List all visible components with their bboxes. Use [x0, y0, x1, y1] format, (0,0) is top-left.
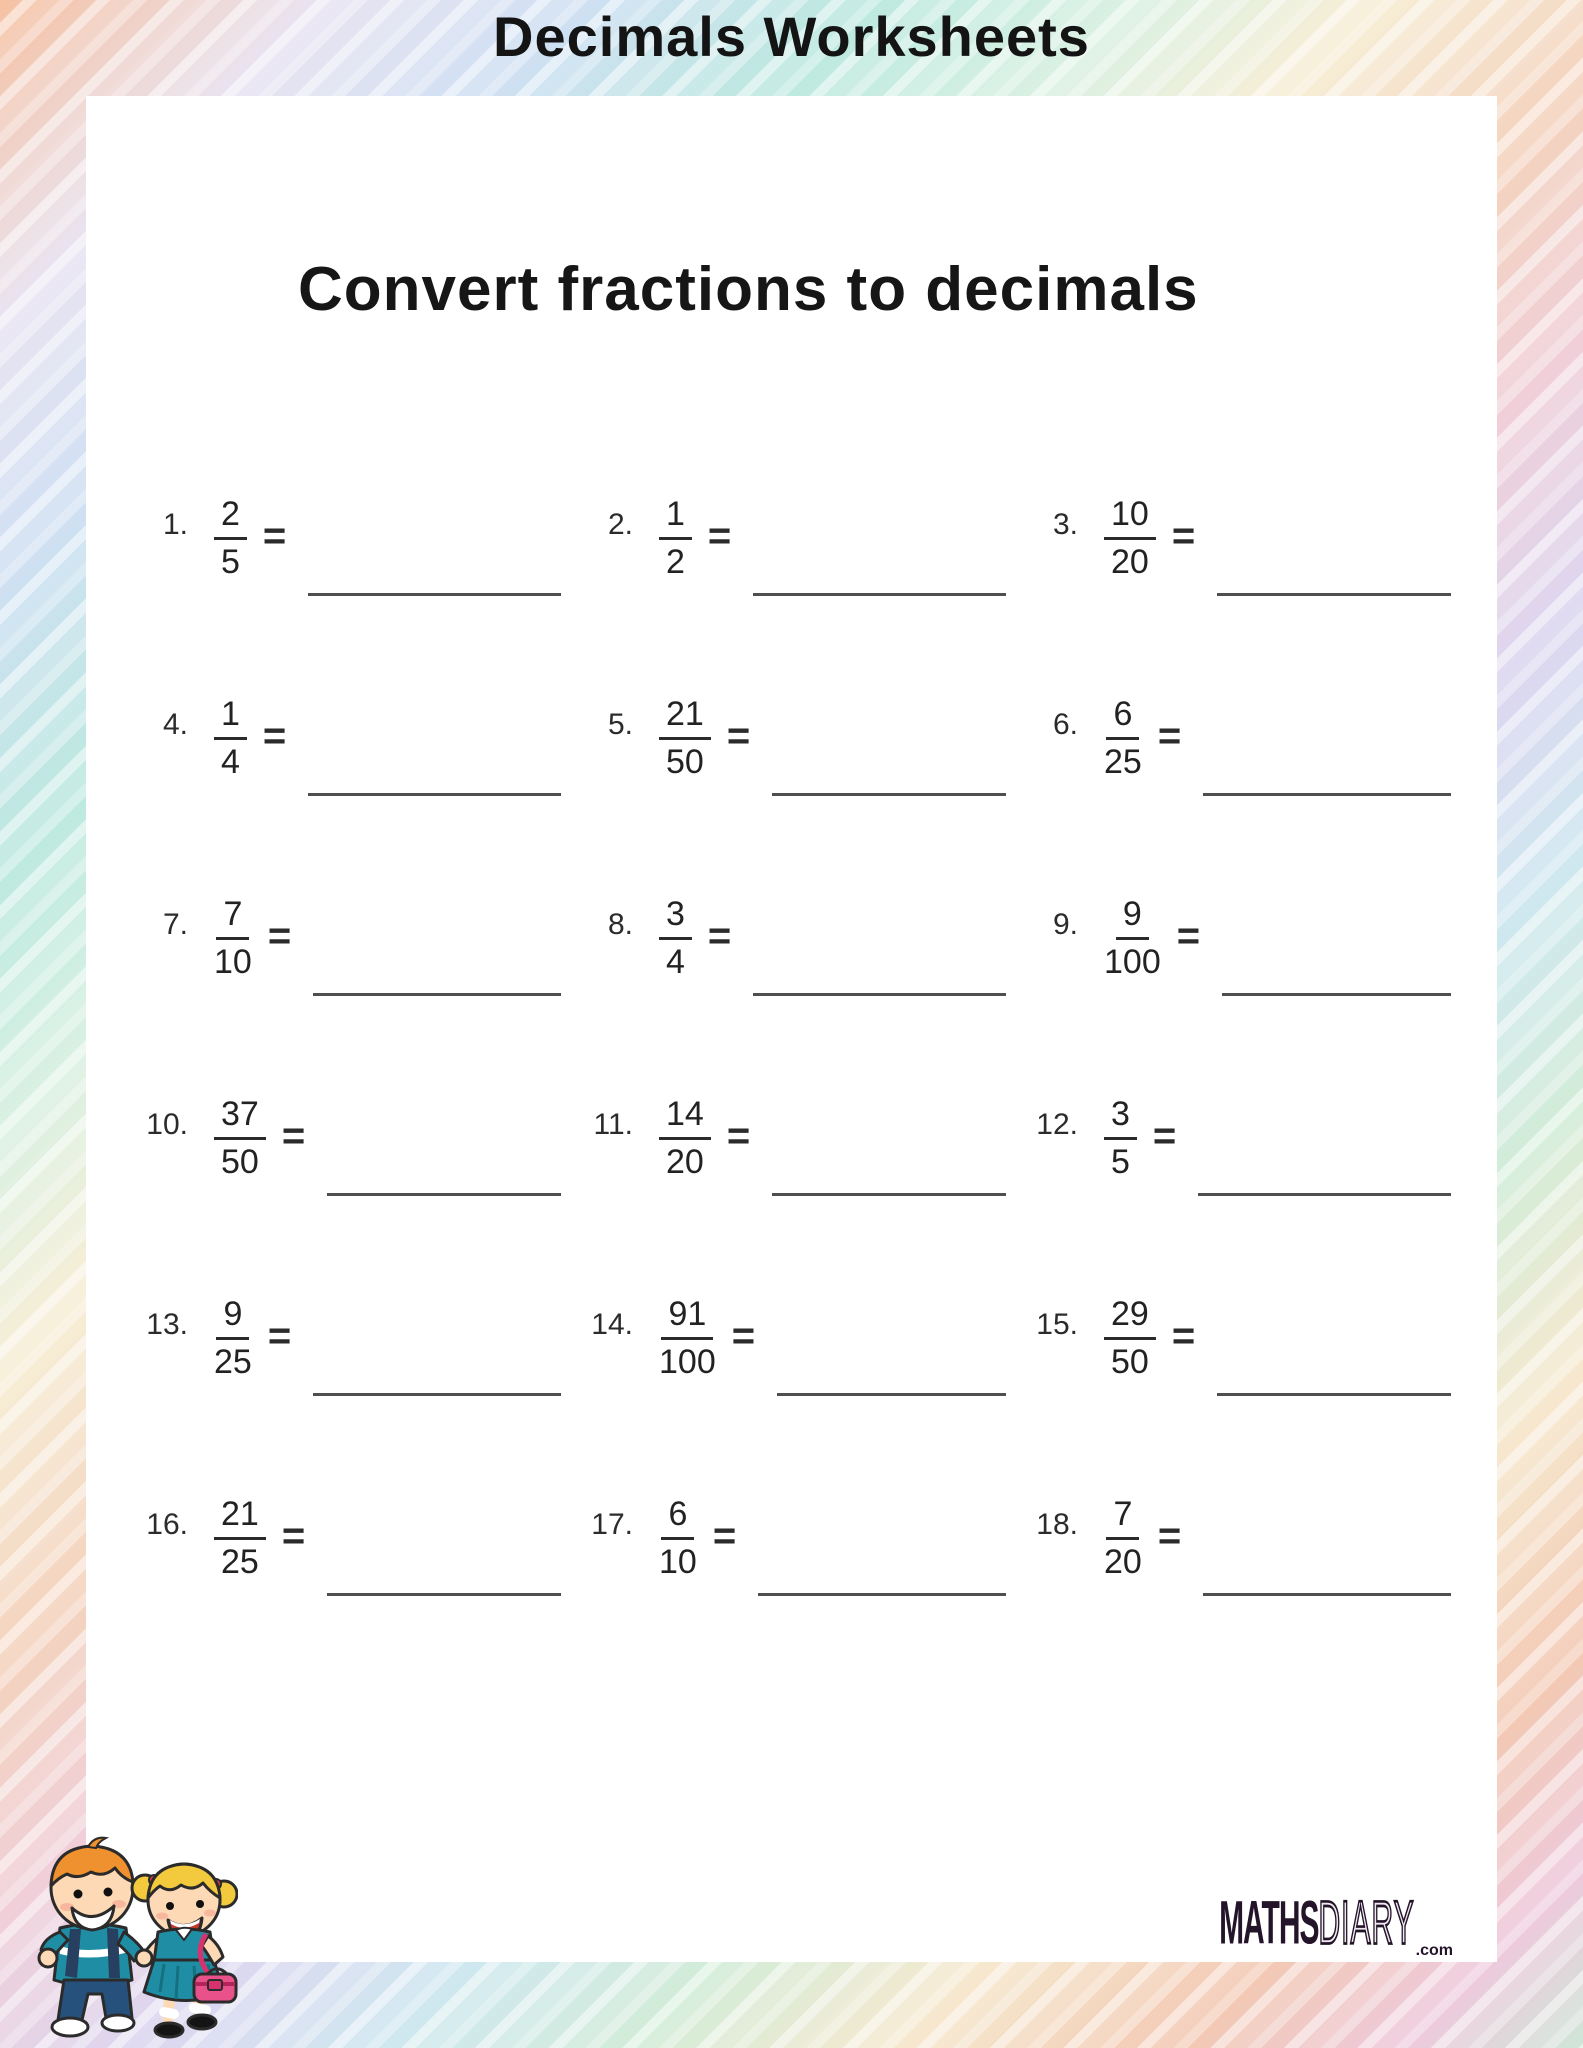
fraction-denominator: 20: [1111, 543, 1149, 582]
worksheet-page: [86, 96, 1497, 1962]
fraction: [659, 694, 711, 784]
fraction: [1104, 694, 1142, 784]
fraction-numerator: 9: [1116, 894, 1149, 940]
answer-blank: [1198, 1193, 1451, 1196]
problem-item: [575, 894, 1020, 1094]
fraction: [214, 1094, 266, 1184]
problem-item: [575, 694, 1020, 894]
problem-number: 16.: [146, 1508, 188, 1541]
answer-blank: [1217, 1393, 1451, 1396]
fraction: [1104, 1294, 1156, 1384]
fraction-denominator: 25: [221, 1543, 259, 1582]
fraction: [1104, 1094, 1137, 1184]
fraction-denominator: 50: [666, 743, 704, 782]
equals-sign: =: [707, 514, 732, 558]
fraction: [214, 894, 252, 984]
fraction-denominator: 100: [1104, 943, 1161, 982]
boy-figure: [39, 1838, 145, 2036]
fraction: [214, 694, 247, 784]
fraction-numerator: 29: [1104, 1294, 1156, 1340]
problem-item: [1020, 1494, 1465, 1694]
fraction: [659, 494, 692, 584]
answer-blank: [327, 1593, 561, 1596]
problem-number: 18.: [1036, 1508, 1078, 1541]
equals-sign: =: [262, 514, 287, 558]
problem-number: 9.: [1052, 908, 1078, 941]
problem-number: 10.: [146, 1108, 188, 1141]
fraction: [659, 894, 692, 984]
fraction-denominator: 100: [659, 1343, 716, 1382]
fraction-numerator: 37: [214, 1094, 266, 1140]
problem-item: [1020, 1094, 1465, 1294]
fraction-numerator: 9: [216, 1294, 249, 1340]
mathsdiary-logo: [1219, 1890, 1453, 1960]
problem-number: 6.: [1052, 708, 1078, 741]
fraction: [214, 1294, 252, 1384]
answer-blank: [1217, 593, 1451, 596]
fraction-denominator: 4: [221, 743, 240, 782]
equals-sign: =: [281, 1114, 306, 1158]
fraction-numerator: 3: [659, 894, 692, 940]
fraction-numerator: 21: [214, 1494, 266, 1540]
page-title: Decimals Worksheets: [493, 5, 1090, 68]
fraction: [659, 1094, 711, 1184]
problem-number: 1.: [162, 508, 188, 541]
fraction: [1104, 894, 1161, 984]
problem-item: [130, 694, 575, 894]
fraction-numerator: 91: [661, 1294, 713, 1340]
answer-blank: [772, 793, 1006, 796]
answer-blank: [308, 793, 561, 796]
answer-blank: [753, 593, 1006, 596]
fraction: [1104, 494, 1156, 584]
equals-sign: =: [1176, 914, 1201, 958]
answer-blank: [753, 993, 1006, 996]
answer-blank: [1203, 1593, 1451, 1596]
problem-item: [1020, 894, 1465, 1094]
answer-blank: [758, 1593, 1006, 1596]
problem-number: 15.: [1036, 1308, 1078, 1341]
problem-item: [130, 1494, 575, 1694]
problem-number: 5.: [607, 708, 633, 741]
fraction: [659, 1494, 697, 1584]
problem-number: 2.: [607, 508, 633, 541]
equals-sign: =: [267, 1314, 292, 1358]
problem-item: [1020, 494, 1465, 694]
fraction-numerator: 7: [1106, 1494, 1139, 1540]
fraction-numerator: 7: [216, 894, 249, 940]
problem-item: [130, 894, 575, 1094]
fraction: [659, 1294, 716, 1384]
problem-number: 12.: [1036, 1108, 1078, 1141]
logo-text: [1219, 1890, 1415, 1960]
equals-sign: =: [712, 1514, 737, 1558]
equals-sign: =: [1157, 714, 1182, 758]
fraction-numerator: 3: [1104, 1094, 1137, 1140]
fraction: [1104, 1494, 1142, 1584]
equals-sign: =: [731, 1314, 756, 1358]
problem-item: [130, 1294, 575, 1494]
equals-sign: =: [281, 1514, 306, 1558]
answer-blank: [772, 1193, 1006, 1196]
problem-number: 7.: [162, 908, 188, 941]
equals-sign: =: [726, 1114, 751, 1158]
equals-sign: =: [262, 714, 287, 758]
problems-grid: [130, 494, 1465, 1694]
fraction-denominator: 25: [214, 1343, 252, 1382]
problem-item: [130, 1094, 575, 1294]
fraction-numerator: 6: [661, 1494, 694, 1540]
answer-blank: [1203, 793, 1451, 796]
equals-sign: =: [707, 914, 732, 958]
answer-blank: [1222, 993, 1451, 996]
problem-item: [1020, 694, 1465, 894]
answer-blank: [777, 1393, 1006, 1396]
fraction-numerator: 1: [659, 494, 692, 540]
fraction-numerator: 21: [659, 694, 711, 740]
girl-figure: [132, 1864, 237, 2037]
fraction: [214, 1494, 266, 1584]
problem-number: 8.: [607, 908, 633, 941]
fraction-numerator: 14: [659, 1094, 711, 1140]
fraction-denominator: 50: [221, 1143, 259, 1182]
equals-sign: =: [267, 914, 292, 958]
problem-item: [1020, 1294, 1465, 1494]
fraction-numerator: 6: [1106, 694, 1139, 740]
fraction-denominator: 10: [214, 943, 252, 982]
problem-item: [575, 494, 1020, 694]
problem-number: 13.: [146, 1308, 188, 1341]
fraction-denominator: 5: [221, 543, 240, 582]
fraction-denominator: 5: [1111, 1143, 1130, 1182]
fraction: [214, 494, 247, 584]
fraction-denominator: 2: [666, 543, 685, 582]
problem-number: 4.: [162, 708, 188, 741]
fraction-denominator: 4: [666, 943, 685, 982]
problem-number: 14.: [591, 1308, 633, 1341]
fraction-denominator: 25: [1104, 743, 1142, 782]
equals-sign: =: [1152, 1114, 1177, 1158]
answer-blank: [327, 1193, 561, 1196]
logo-tld-text: .com: [1415, 1942, 1453, 1959]
equals-sign: =: [1171, 514, 1196, 558]
equals-sign: =: [726, 714, 751, 758]
problem-item: [575, 1094, 1020, 1294]
answer-blank: [313, 1393, 561, 1396]
equals-sign: =: [1171, 1314, 1196, 1358]
problem-number: 3.: [1052, 508, 1078, 541]
answer-blank: [308, 593, 561, 596]
answer-blank: [313, 993, 561, 996]
problem-item: [130, 494, 575, 694]
fraction-denominator: 10: [659, 1543, 697, 1582]
fraction-denominator: 20: [1104, 1543, 1142, 1582]
logo-maths-text: MATHS: [1219, 1890, 1319, 1958]
problem-number: 17.: [591, 1508, 633, 1541]
fraction-numerator: 2: [214, 494, 247, 540]
fraction-denominator: 50: [1111, 1343, 1149, 1382]
problem-item: [575, 1294, 1020, 1494]
fraction-numerator: 10: [1104, 494, 1156, 540]
problem-item: [575, 1494, 1020, 1694]
logo-diary-text: DIARY: [1318, 1890, 1415, 1958]
problem-number: 11.: [593, 1108, 633, 1141]
worksheet-title: Convert fractions to decimals: [298, 255, 1199, 324]
equals-sign: =: [1157, 1514, 1182, 1558]
fraction-denominator: 20: [666, 1143, 704, 1182]
fraction-numerator: 1: [214, 694, 247, 740]
school-kids-illustration: [18, 1828, 238, 2046]
